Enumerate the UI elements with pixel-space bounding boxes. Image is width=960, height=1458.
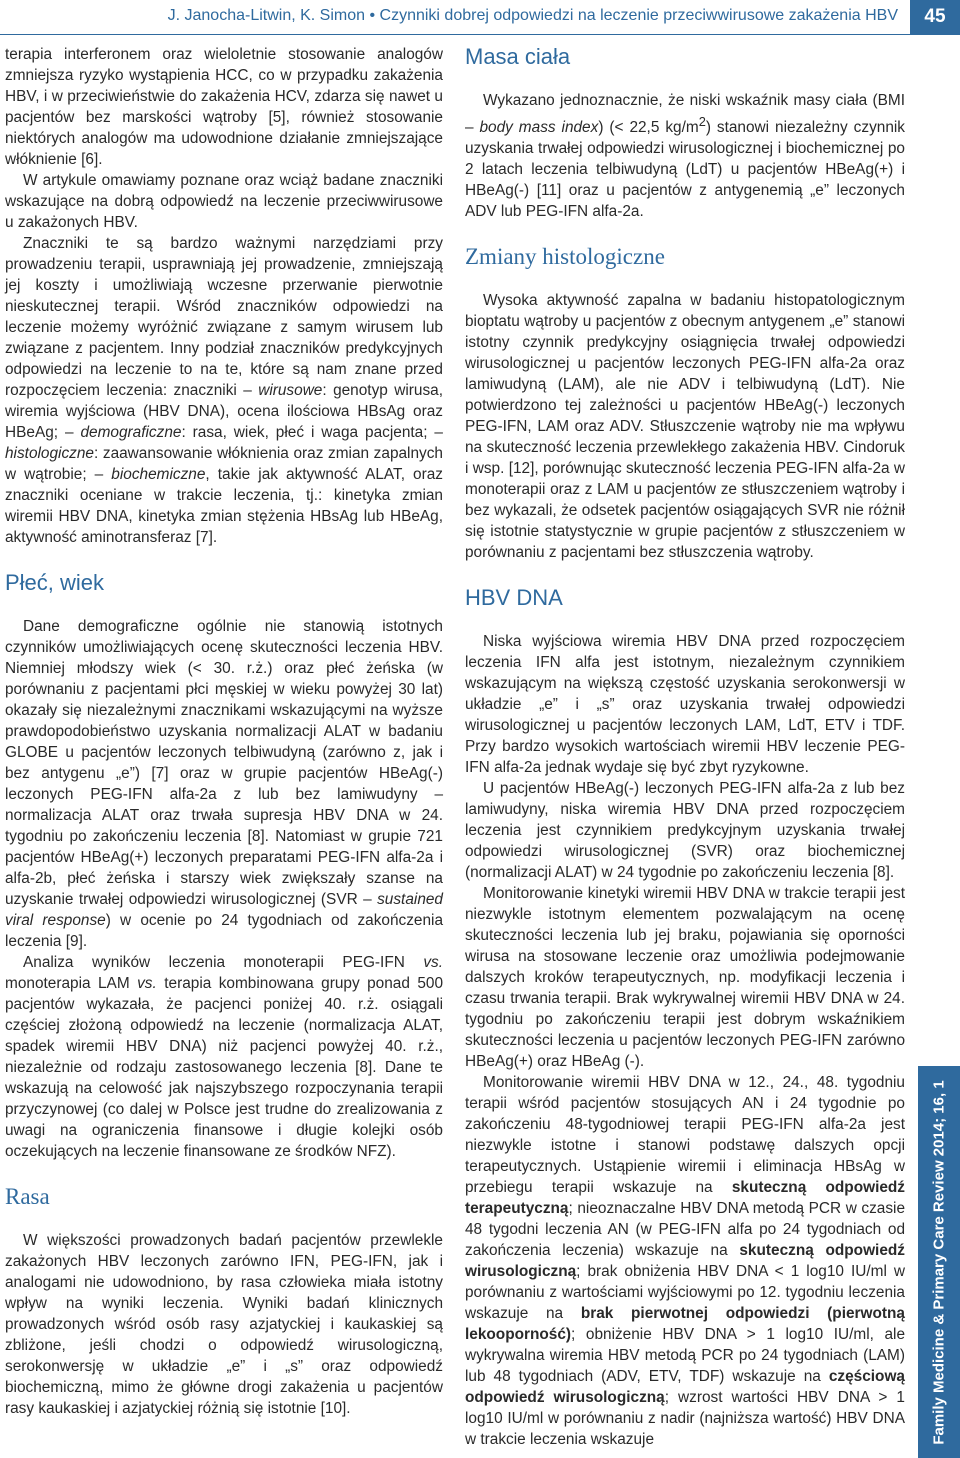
- heading-hbv-dna: HBV DNA: [465, 585, 563, 611]
- page-number: 45: [910, 0, 960, 34]
- paragraph-intro: terapia interferonem oraz wieloletnie stosowanie analogów zmniejsza ryzyko wystąpienia HCC, co w przypadku zakażenia HBV, i w przeciwieństwie do zakażenia HCV, zdarza się nawet u pacjentów bez marskości wątroby [5], również stosowanie niektórych analogów ma udowodnione działanie zmniejszające włóknienie [6].: [5, 46, 443, 168]
- paragraph-response-definitions: Monitorowanie wiremii HBV DNA w 12., 24., 48. tygodniu terapii wśród pacjentów stosujących AN i 24 tygodnie po zakończeniu 48-tygodniowej terapii PEG-IFN alfa-2a jest niezwykle istotne i stanowi podstawę dalszych opcji terapeutycznych. Ustąpienie wiremii i eliminacja HBsAg w przebiegu terapii wskazuje na skuteczną odpowiedź terapeutyczną; nieoznaczalne HBV DNA metodą PCR w czasie 48 tygodni leczenia AN (w PEG-IFN alfa po 24 tygodniach od zakończenia leczenia) wskazuje na skuteczną odpowiedź wirusologiczną; brak obniżenia HBV DNA < 1 log10 IU/ml w porównaniu z wartościami wyjściowymi po 12. tygodniu leczenia wskazuje na brak pierwotnej odpowiedzi (pierwotną lekooporność); obniżenie HBV DNA > 1 log10 IU/ml, ale wykrywalna wiremia HBV metodą PCR po 24 tygodniach (LAM) lub 48 tygodniach (ADV, ETV, TDF) wskazuje na częściową odpowiedź wirusologiczną; wzrost wartości HBV DNA > 1 log10 IU/ml w porównaniu z nadir (najniższa wartość) HBV DNA w trakcie leczenia wskazuje: [465, 1074, 905, 1449]
- term-demograficzne: demograficzne: [80, 424, 182, 441]
- heading-rasa: Rasa: [5, 1184, 50, 1209]
- term-svr: sustained viral response: [5, 891, 443, 929]
- paragraph-age-analysis: Analiza wyników leczenia monoterapii PEG-IFN vs. monoterapia LAM vs. terapia kombinowana grupy ponad 500 pacjentów wykazała, że pacjenci poniżej 40. r.ż. osiągali częściej złożoną odpowiedź na leczenie (normalizacja ALAT, spadek wiremii HBV DNA) niż pacjenci powyżej 40. r.ż., niezależnie od rodzaju zastosowanego leczenia [8]. Dane te wskazują na celowość jak najszybszego rozpoczynania terapii przyczynowej (co dalej w Polsce jest trudne do zrealizowania z uwagi na ograniczenia finansowe i długie kolejki osób oczekujących na leczenie finansowane ze środków NFZ).: [5, 954, 444, 1160]
- running-head: J. Janocha-Litwin, K. Simon • Czynniki dobrej odpowiedzi na leczenie przeciwwirusowe zakażenia HBV: [167, 7, 898, 24]
- paragraph-race: W większości prowadzonych badań pacjentów przewlekle zakażonych HBV leczonych zarówno IFN, PEG-IFN, jak i analogami nie udowodniono, by rasa człowieka miała istotny wpływ na wyniki leczenia. Wyniki badań klinicznych prowadzonych wśród osób rasy azjatyckiej i kaukaskiej są zbliżone, jeśli chodzi o odpowiedź wirusologiczną, serokonwersję w układzie „e” i „s” oraz odpowiedź biochemiczną, mimo że główne drogi zakażenia u pacjentów rasy kaukaskiej i azjatyckiej różnią się istotnie [10].: [5, 1232, 443, 1417]
- right-column: [465, 44, 905, 1450]
- heading-zmiany-histologiczne: Zmiany histologiczne: [465, 244, 665, 270]
- left-column: [5, 44, 443, 1419]
- term-bmi: body mass index: [479, 119, 599, 137]
- paragraph-baseline-viremia: Niska wyjściowa wiremia HBV DNA przed rozpoczęciem leczenia IFN alfa jest istotnym, niezależnym czynnikiem wskazującym na większą częstość uzyskania serokonwersji w układzie „e” i „s” oraz uzyskania trwałej odpowiedzi wirusologicznej u pacjentów leczonych LAM, LdT, ETV i TDF. Przy bardzo wysokich wartościach wiremii HBV leczenie PEG-IFN alfa-2a jednak wydaje się być zbyt ryzykowne.: [465, 633, 905, 777]
- term-wirusowe: wirusowe: [258, 382, 323, 399]
- paragraph-monitoring: Monitorowanie kinetyki wiremii HBV DNA w trakcie terapii jest niezwykle istotnym elementem pozwalającym na ocenę skuteczności leczenia lub jej braku, pojawiania się oporności wirusa na stosowane leczenie oraz umożliwia podejmowanie dalszych kroków terapeutycznych, np. modyfikacji leczenia i czasu trwania terapii. Brak wykrywalnej wiremii HBV DNA w 24. tygodniu po zakończeniu terapii jest dobrym wskaźnikiem skuteczności leczenia u pacjentów leczonych PEG-IFN zarówno HBeAg(+) oraz HBeAg (-).: [465, 885, 905, 1071]
- term-biochemiczne: biochemiczne: [111, 466, 206, 483]
- running-header: [0, 0, 960, 35]
- paragraph-histology: Wysoka aktywność zapalna w badaniu histopatologicznym bioptatu wątroby u pacjentów z obecnym antygenem „e” stanowi istotny czynnik predykcyjny osiągnięcia trwałej odpowiedzi wirusologicznej u pacjentów leczonych PEG-IFN alfa-2a oraz lamiwudyną (LAM), ale nie ADV i telbiwudyną (LdT). Nie potwierdzono tej zależności u pacjentów HBeAg(-) leczonych PEG-IFN, LAM oraz ADV. Stłuszczenie wątroby nie ma wpływu na skuteczność leczenia przewlekłego zakażenia HBV. Cindoruk i wsp. [12], porównując skuteczność leczenia PEG-IFN alfa-2a w monoterapii oraz z LAM u pacjentów ze stłuszczeniem wątroby i bez wykazali, że odsetek pacjentów osiągających SVR nie różnił się istotnie statystycznie w grupie pacjentów z stłuszczeniem w porównaniu z pacjentami bez stłuszczenia wątroby.: [465, 292, 905, 562]
- heading-plec-wiek: Płeć, wiek: [5, 570, 105, 595]
- paragraph-markers: Znaczniki te są bardzo ważnymi narzędziami przy prowadzeniu terapii, usprawniają jej prowadzenie, zmniejszają jej koszty i umożliwiają wczesne przerwanie pierwotnie nieskutecznej terapii. Wśród znaczników odpowiedzi na leczenie możemy wyróżnić związane z samym wirusem lub związane z pacjentem. Inny podział znaczników predykcyjnych odpowiedzi na leczenie to na te, które są nam znane przed rozpoczęciem leczenia: znaczniki – wirusowe: genotyp wirusa, wiremia wyjściowa (HBV DNA), ocena ilościowa HBsAg oraz HBeAg; – demograficzne: rasa, wiek, płeć i waga pacjenta; – histologiczne: zaawansowanie włóknienia oraz zmian zapalnych w wątrobie; – biochemiczne, takie jak aktywność ALAT, oraz znaczniki oceniane w trakcie leczenia, tj.: kinetyka zmian wiremii HBV DNA, kinetyka zmian stężenia HBsAg lub HBeAg, aktywność aminotransferaz [7].: [5, 235, 443, 546]
- journal-citation: Family Medicine & Primary Care Review 2014; 16, 1: [930, 1079, 948, 1445]
- paragraph-article-scope: W artykule omawiamy poznane oraz wciąż badane znaczniki wskazujące na dobrą odpowiedź na leczenie przeciwwirusowe u zakażonych HBV.: [5, 172, 443, 231]
- heading-masa-ciala: Masa ciała: [465, 44, 571, 69]
- paragraph-hbeag-negative: U pacjentów HBeAg(-) leczonych PEG-IFN alfa-2a z lub bez lamiwudyny, niska wiremia HBV DNA przed rozpoczęciem leczenia jest czynnikiem predykcyjnym uzyskania trwałej odpowiedzi wirusologicznej (SVR) oraz biochemicznej (normalizacji ALAT) w 24 tygodnie po zakończeniu leczenia [8].: [465, 780, 905, 882]
- paragraph-demographics: Dane demograficzne ogólnie nie stanowią istotnych czynników umożliwiających ocenę skuteczności leczenia HBV. Niemniej młodszy wiek (< 30. r.ż.) oraz płeć żeńska (w porównaniu z pacjentami płci męskiej w wieku powyżej 30 lat) okazały się niezależnymi znacznikami wskazującymi na wyższe prawdopodobieństwo uzyskania normalizacji ALAT w badaniu GLOBE u pacjentów leczonych telbiwudyną (zarówno z, jak i bez antygenu „e”) [7] oraz w grupie pacjentów HBeAg(-) leczonych PEG-IFN alfa-2a z lub bez lamiwudyny – normalizacja ALAT oraz trwała supresja HBV DNA w 24. tygodniu po zakończeniu leczenia [8]. Natomiast w grupie 721 pacjentów HBeAg(+) leczonych preparatami PEG-IFN alfa-2a i alfa-2b, płeć żeńska i starszy wiek zwiększały szanse na uzyskanie trwałej odpowiedzi wirusologicznej (SVR – sustained viral response) w ocenie po 24 tygodniach od zakończenia leczenia [9].: [5, 618, 444, 950]
- journal-side-strip: [918, 1066, 960, 1458]
- term-histologiczne: histologiczne: [5, 445, 94, 462]
- paragraph-bmi: Wykazano jednoznacznie, że niski wskaźnik masy ciała (BMI – body mass index) (< 22,5 $kg/m^2$) stanowi niezależny czynnik uzyskania trwałej odpowiedzi wirusologicznej i biochemicznej po 2 latach leczenia telbiwudyną (LdT) u pacjentów HBeAg(+) i HBeAg(-) [11] oraz u pacjentów z antygenemią „e” leczonych ADV lub PEG-IFN alfa-2a.: [465, 92, 905, 221]
